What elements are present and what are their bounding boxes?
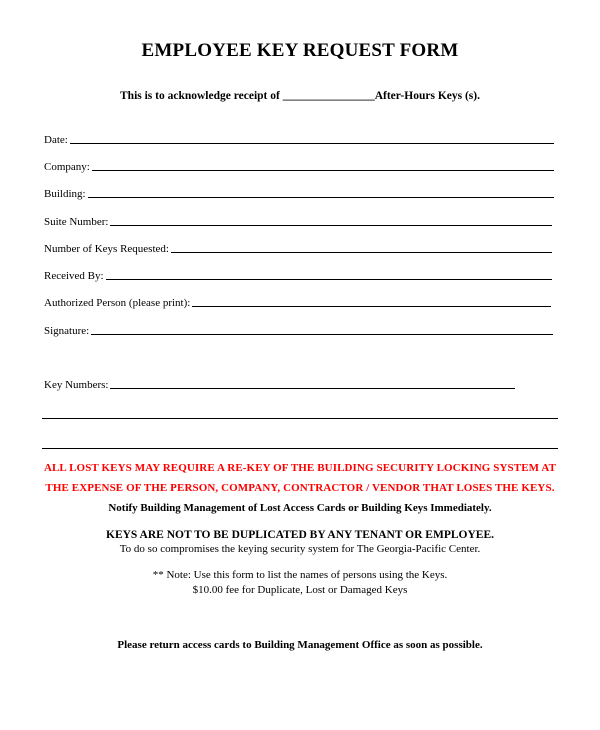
key-numbers-field[interactable] [44,375,515,391]
acknowledge-line: This is to acknowledge receipt of ________________After-Hours Keys (s). [120,90,480,102]
no-duplicate-line: KEYS ARE NOT TO BE DUPLICATED BY ANY TENANT OR EMPLOYEE. [106,529,494,541]
authorized-person-field[interactable] [44,293,551,309]
date-label: Date: [44,134,68,146]
received-by-label: Received By: [44,270,104,282]
received-by-line[interactable] [106,268,552,280]
signature-line[interactable] [91,323,553,335]
warning-line-2: THE EXPENSE OF THE PERSON, COMPANY, CONTRACTOR / VENDOR THAT LOSES THE KEYS. [45,482,555,494]
received-by-field[interactable] [44,266,552,282]
signature-label: Signature: [44,325,90,337]
date-field[interactable] [44,130,554,146]
compromise-line: To do so compromises the keying security system for The Georgia-Pacific Center. [119,543,481,555]
building-line[interactable] [88,186,554,198]
building-label: Building: [44,188,86,200]
authorized-person-line[interactable] [192,295,551,307]
suite-number-field[interactable] [44,212,552,228]
keys-requested-label: Number of Keys Requested: [44,243,169,255]
note-line-1: ** Note: Use this form to list the names of persons using the Keys. [152,569,448,581]
note-line-2: $10.00 fee for Duplicate, Lost or Damaged Keys [192,584,408,596]
authorized-person-label: Authorized Person (please print): [44,297,191,309]
company-line[interactable] [92,159,554,171]
building-field[interactable] [44,184,554,200]
suite-number-label: Suite Number: [44,216,109,228]
signature-field[interactable] [44,321,553,337]
company-field[interactable] [44,157,554,173]
key-numbers-label: Key Numbers: [44,379,109,391]
warning-line-1: ALL LOST KEYS MAY REQUIRE A RE-KEY OF THE BUILDING SECURITY LOCKING SYSTEM AT [43,462,557,474]
keys-requested-line[interactable] [171,241,552,253]
suite-number-line[interactable] [110,214,552,226]
keys-requested-field[interactable] [44,239,552,255]
notify-line: Notify Building Management of Lost Access Cards or Building Keys Immediately. [108,502,492,514]
key-numbers-line[interactable] [110,377,515,389]
date-line[interactable] [70,132,554,144]
key-numbers-rule-2[interactable] [42,448,558,449]
company-label: Company: [44,161,90,173]
form-title: EMPLOYEE KEY REQUEST FORM [141,40,459,61]
key-numbers-rule-1[interactable] [42,418,558,419]
return-line: Please return access cards to Building Management Office as soon as possible. [117,639,483,651]
